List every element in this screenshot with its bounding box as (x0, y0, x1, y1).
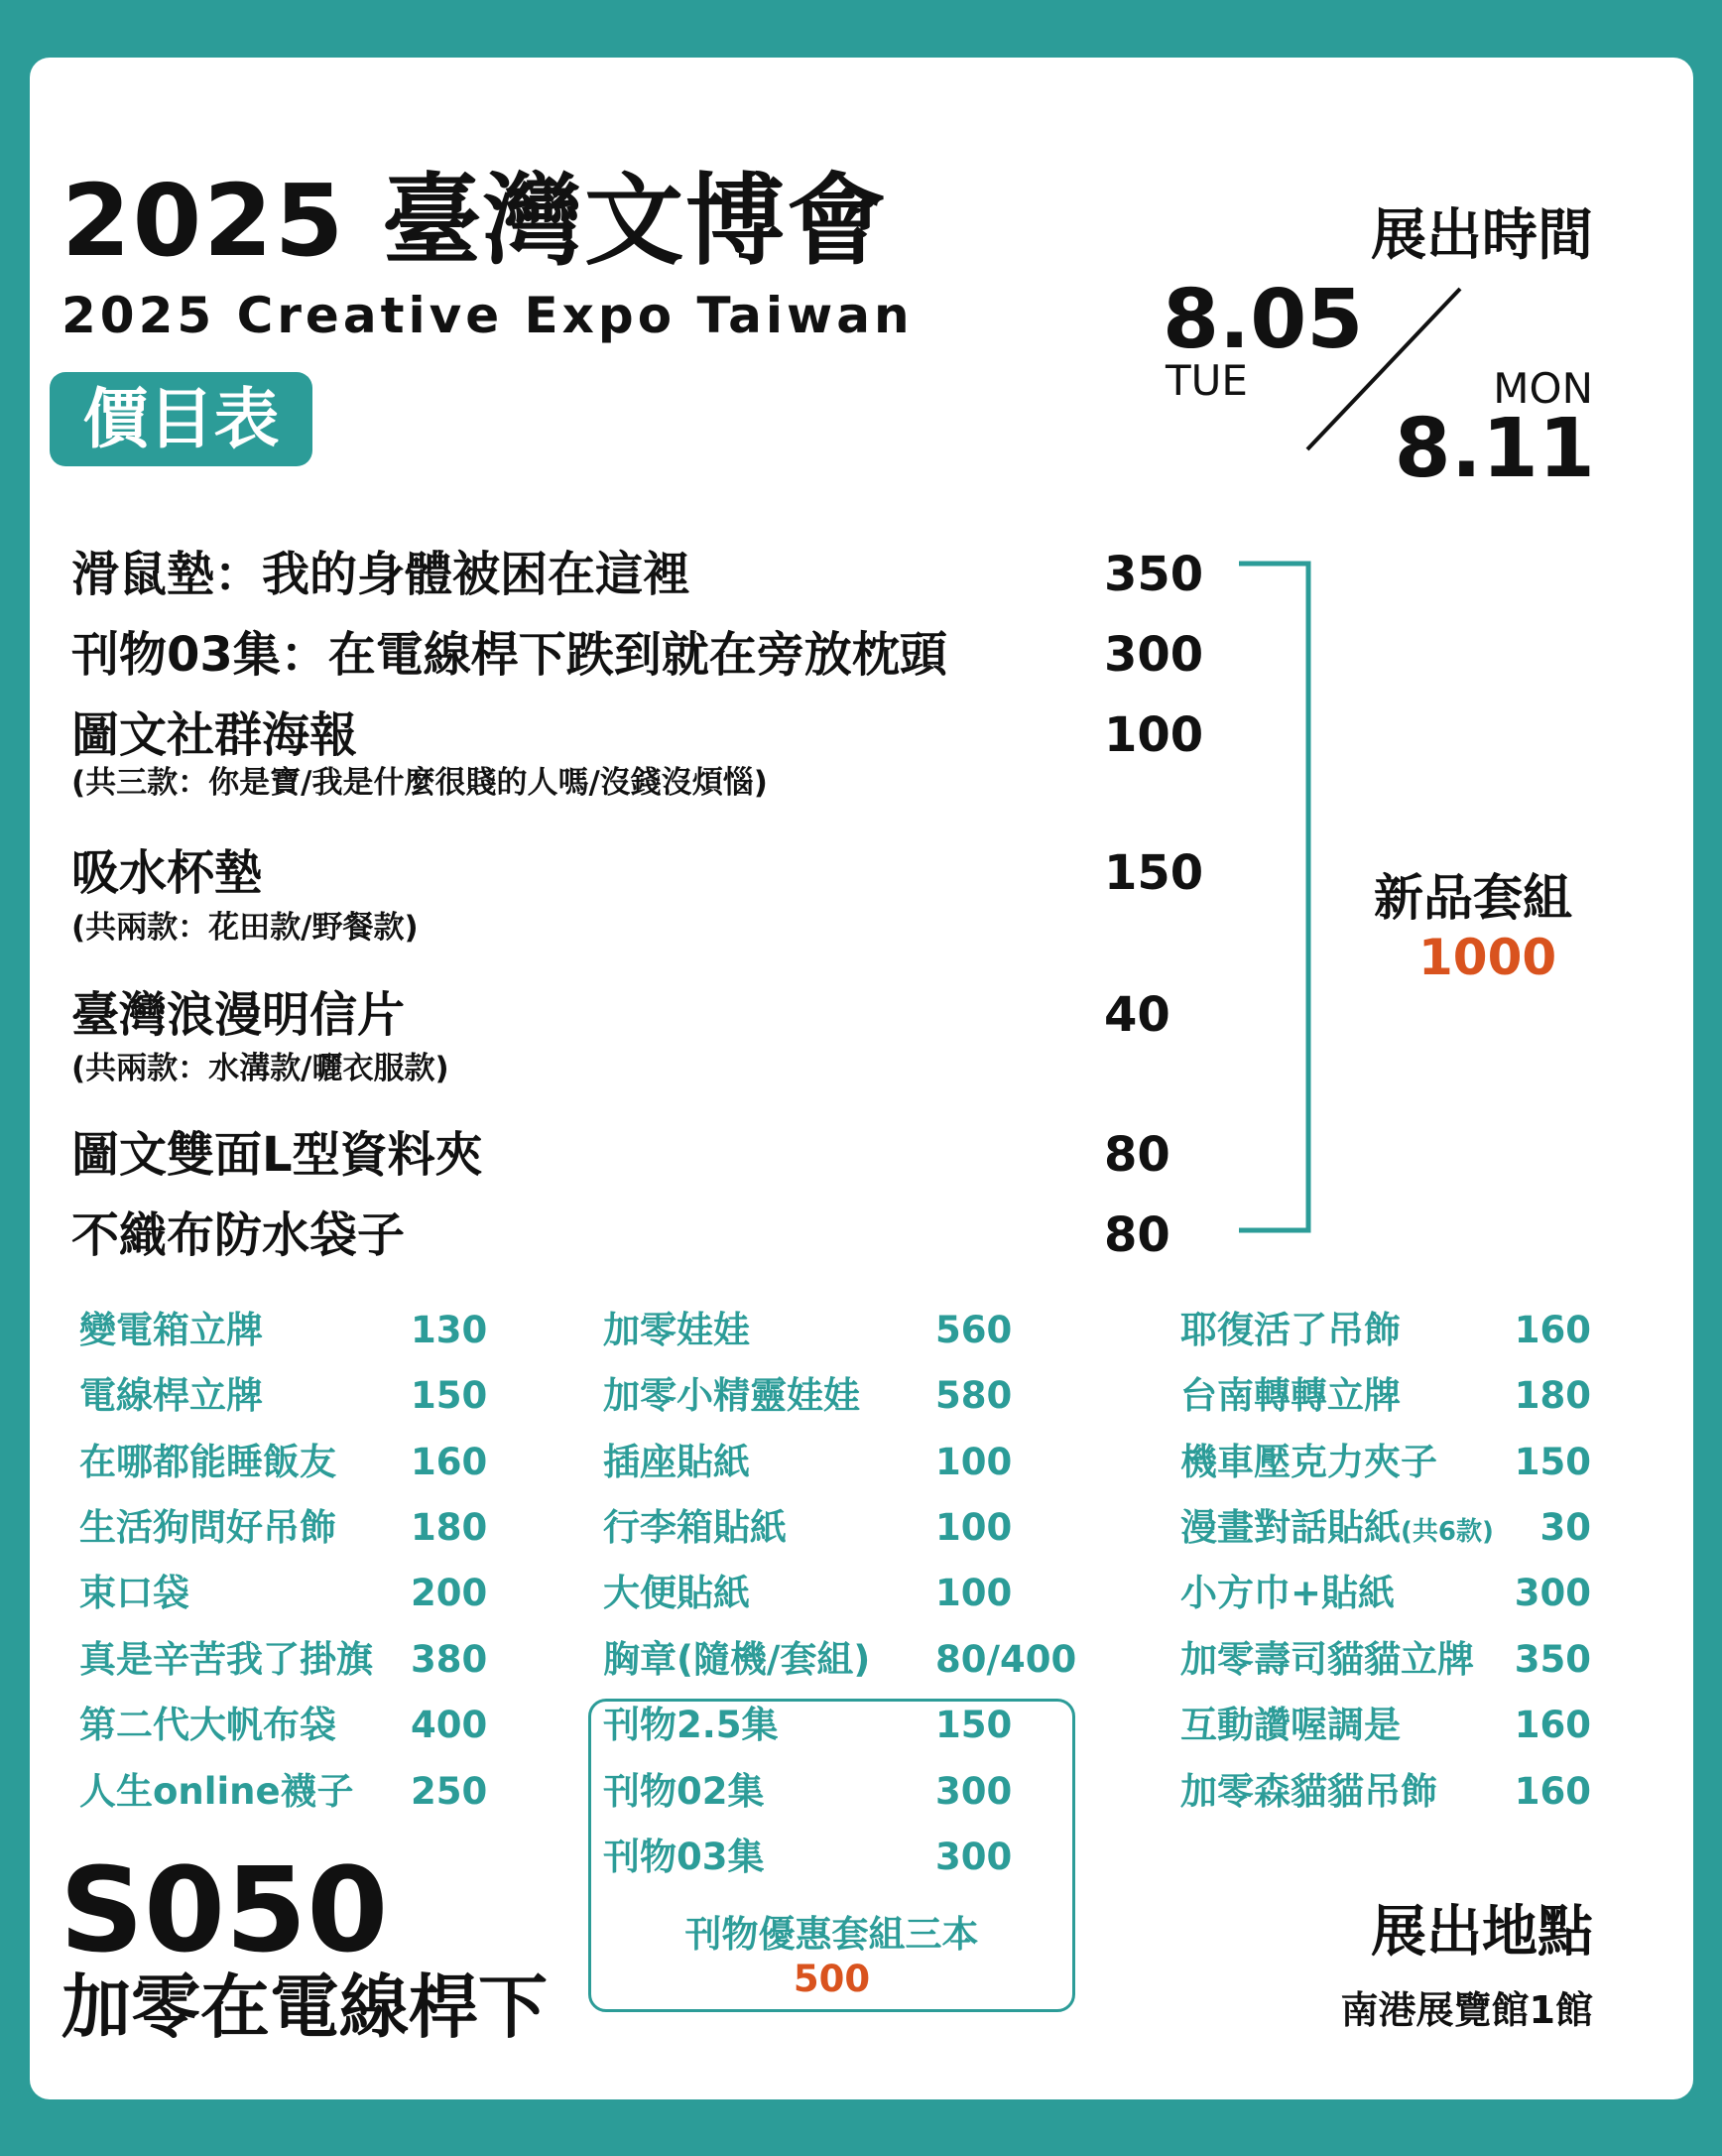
product-price: 150 (411, 1374, 488, 1417)
product-price: 160 (1514, 1770, 1591, 1813)
product-name: 大便貼紙 (603, 1572, 750, 1614)
product-name: 台南轉轉立牌 (1180, 1374, 1401, 1417)
end-day: MON (1493, 364, 1593, 413)
new-item-price: 40 (1104, 987, 1170, 1043)
start-day: TUE (1166, 356, 1248, 405)
new-set-label: 新品套組 (1374, 869, 1572, 927)
product-price: 200 (411, 1572, 488, 1614)
product-price: 580 (935, 1374, 1013, 1417)
product-price: 100 (935, 1506, 1013, 1549)
product-name: 加零小精靈娃娃 (603, 1374, 860, 1417)
product-price: 160 (1514, 1704, 1591, 1746)
product-price: 30 (1539, 1506, 1591, 1549)
product-price: 130 (411, 1309, 488, 1351)
price-list-badge: 價目表 (50, 372, 312, 466)
start-date: 8.05 (1163, 273, 1364, 367)
product-price: 100 (935, 1441, 1013, 1483)
product-price: 180 (411, 1506, 488, 1549)
product-name: 真是辛苦我了掛旗 (79, 1638, 373, 1681)
product-name: 第二代大帆布袋 (79, 1704, 336, 1746)
new-item-name: 刊物03集：在電線桿下跌到就在旁放枕頭 (71, 627, 947, 683)
venue-name: 南港展覽館1館 (1340, 1988, 1593, 2032)
product-name: 機車壓克力夾子 (1180, 1441, 1437, 1483)
product-price: 150 (1514, 1441, 1591, 1483)
product-name: 胸章(隨機/套組) (603, 1638, 871, 1681)
new-item-name: 滑鼠墊：我的身體被困在這裡 (71, 547, 691, 602)
page-title: 2025 臺灣文博會 (62, 163, 889, 279)
new-item-price: 100 (1104, 707, 1204, 763)
product-name: 耶復活了吊飾 (1180, 1309, 1401, 1351)
new-item-price: 300 (1104, 627, 1204, 683)
product-name: 加零壽司貓貓立牌 (1180, 1638, 1474, 1681)
product-price: 160 (411, 1441, 488, 1483)
product-name: 互動讚喔調是 (1180, 1704, 1401, 1746)
product-price: 80/400 (935, 1638, 1077, 1681)
product-price: 180 (1514, 1374, 1591, 1417)
product-name-note: (共6款) (1401, 1517, 1494, 1547)
new-item-note: (共三款：你是寶/我是什麼很賤的人嗎/沒錢沒煩惱) (71, 765, 768, 801)
schedule-label: 展出時間 (1371, 203, 1593, 268)
page-subtitle: 2025 Creative Expo Taiwan (62, 287, 914, 344)
product-price: 400 (411, 1704, 488, 1746)
product-name: 人生online襪子 (79, 1770, 354, 1813)
product-name: 小方巾+貼紙 (1180, 1572, 1396, 1614)
new-item-price: 80 (1104, 1127, 1170, 1183)
new-item-name: 不織布防水袋子 (71, 1207, 406, 1263)
product-name: 束口袋 (79, 1572, 189, 1614)
new-item-price: 150 (1104, 845, 1204, 901)
product-price: 100 (935, 1572, 1013, 1614)
booth-name: 加零在電線桿下 (62, 1966, 548, 2048)
product-name: 插座貼紙 (603, 1441, 750, 1483)
new-set-bracket (1235, 556, 1314, 1240)
magazine-price: 150 (935, 1704, 1013, 1746)
new-item-price: 350 (1104, 547, 1204, 602)
product-price: 250 (411, 1770, 488, 1813)
magazine-name: 刊物02集 (603, 1770, 765, 1813)
product-name: 生活狗問好吊飾 (79, 1506, 336, 1549)
new-item-name: 臺灣浪漫明信片 (71, 987, 406, 1043)
product-price: 300 (1514, 1572, 1591, 1614)
new-item-name: 圖文雙面L型資料夾 (71, 1127, 483, 1183)
magazine-name: 刊物03集 (603, 1836, 765, 1878)
product-price: 160 (1514, 1309, 1591, 1351)
booth-code: S050 (60, 1841, 389, 1978)
magazine-name: 刊物2.5集 (603, 1704, 779, 1746)
product-name-text: 漫畫對話貼紙 (1180, 1506, 1401, 1549)
product-price: 350 (1514, 1638, 1591, 1681)
product-price: 380 (411, 1638, 488, 1681)
new-item-name: 吸水杯墊 (71, 845, 263, 901)
magazine-set-price: 500 (793, 1958, 871, 2000)
product-name (1180, 1506, 1494, 1554)
new-item-note: (共兩款：花田款/野餐款) (71, 910, 419, 946)
end-date: 8.11 (1394, 402, 1595, 496)
product-name: 加零娃娃 (603, 1309, 750, 1351)
product-name: 在哪都能睡飯友 (79, 1441, 336, 1483)
product-name: 變電箱立牌 (79, 1309, 263, 1351)
new-set-price: 1000 (1418, 929, 1557, 986)
product-name: 電線桿立牌 (79, 1374, 263, 1417)
new-item-note: (共兩款：水溝款/曬衣服款) (71, 1051, 449, 1086)
product-price: 560 (935, 1309, 1013, 1351)
venue-label: 展出地點 (1371, 1900, 1593, 1965)
magazine-price: 300 (935, 1770, 1013, 1813)
magazine-set-label: 刊物優惠套組三本 (684, 1913, 979, 1956)
new-item-price: 80 (1104, 1207, 1170, 1263)
new-item-name: 圖文社群海報 (71, 707, 358, 763)
product-name: 加零森貓貓吊飾 (1180, 1770, 1437, 1813)
magazine-price: 300 (935, 1836, 1013, 1878)
product-name: 行李箱貼紙 (603, 1506, 787, 1549)
